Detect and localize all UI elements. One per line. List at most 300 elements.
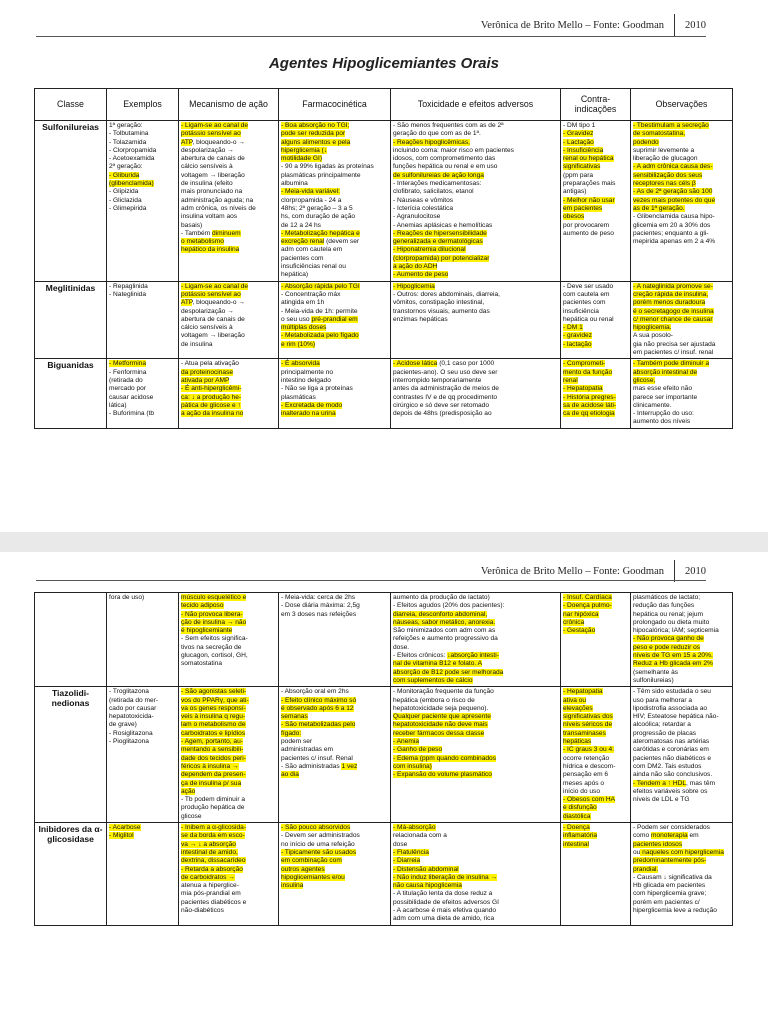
cell-line: [281, 122, 388, 130]
highlighted-text: - Absorção rápida pelo TGI: [281, 282, 360, 290]
highlighted-text: carboidratos e lipídios: [181, 729, 246, 737]
cell-line: [281, 238, 388, 246]
cell-line: [281, 874, 388, 882]
cell-line: [393, 246, 558, 254]
cell-line: [281, 857, 388, 865]
cell-line: pacientes-ano). O seu uso deve ser: [393, 368, 498, 376]
cell-line: [181, 394, 276, 402]
cell-line: relacionada com a: [393, 832, 447, 840]
table-cell: [107, 687, 179, 823]
cell-line: - Icterícia colestática: [393, 204, 454, 212]
cell-line: [633, 130, 730, 138]
cell-line: pensação em 6: [563, 771, 609, 779]
cell-line: mercado por: [109, 385, 147, 393]
cell-line: [633, 841, 730, 849]
cell-line: - Interações medicamentosas:: [393, 180, 482, 188]
cell-line: pacientes c/ insuf. Renal: [281, 754, 353, 762]
cell-line: [563, 721, 628, 729]
cell-line: [181, 746, 276, 754]
cell-line: - Efeitos agudos (20% dos pacientes):: [393, 602, 505, 610]
highlighted-text: de carboidratos →: [181, 873, 235, 881]
highlighted-text: - Aumento de peso: [393, 271, 449, 279]
header-divider: [674, 14, 675, 36]
cell-line: [563, 369, 628, 377]
highlighted-text: ATP: [181, 138, 193, 146]
highlighted-text: significativas: [563, 163, 601, 171]
highlighted-text: va os genes responsí-: [181, 704, 246, 712]
highlighted-text: - Reações hipoglicêmicas,: [393, 138, 470, 146]
drug-class-name: Tiazolidi-nedionas: [35, 687, 107, 823]
cell-line: - 90 a 99% ligadas às proteínas: [281, 163, 374, 171]
cell-line: - A acarbose é mais efetiva quando: [393, 906, 497, 914]
cell-line: níveis de LDL e TG: [633, 796, 690, 804]
cell-line: [281, 139, 388, 147]
cell-line: ateromatosas nas artérias: [633, 738, 710, 746]
table-cell: [279, 281, 391, 359]
cell-line: [633, 849, 730, 857]
cell-line: mas esse efeito não: [633, 385, 693, 393]
highlighted-text: potássio sensível ao: [181, 290, 241, 298]
highlighted-text: fígado:: [281, 729, 302, 737]
highlighted-text: - Hepatopatia: [563, 688, 603, 696]
cell-line: hepática): [281, 271, 309, 279]
cell-line: [563, 688, 628, 696]
cell-line: [563, 813, 628, 821]
highlighted-text: - Distensão abdominal: [393, 865, 459, 873]
highlighted-text: insulina: [281, 882, 304, 890]
cell-line: [563, 738, 628, 746]
cell-line: [281, 230, 388, 238]
cell-line: [181, 688, 276, 696]
table-cell: [179, 593, 279, 687]
highlighted-text: - São agonistas seleti-: [181, 688, 247, 696]
cell-line: [393, 172, 558, 180]
highlighted-text: - Retarda a absorção: [181, 865, 243, 873]
highlighted-text: creção rápida de insulina,: [633, 290, 709, 298]
cell-line: - Glimepirida: [109, 204, 147, 212]
highlighted-text: generalizada e dermatológicas: [393, 238, 483, 246]
highlighted-text: - lactação: [563, 340, 592, 348]
cell-line: - Gliclazida: [109, 196, 142, 204]
cell-line: [281, 360, 388, 368]
cell-line: [181, 857, 276, 865]
cell-line: [563, 697, 628, 705]
cell-line: [563, 139, 628, 147]
highlighted-text: - Hepatopatia: [563, 385, 603, 393]
cell-line: em pacientes c/ insuf. renal: [633, 349, 714, 357]
cell-line: [633, 299, 730, 307]
cell-line: - Dose diária máxima: 2,5g: [281, 602, 360, 610]
highlighted-text: diminuem: [212, 229, 241, 237]
cell-line: [281, 402, 388, 410]
cell-line: [281, 882, 388, 890]
cell-line: [563, 332, 628, 340]
table-row: [35, 359, 733, 428]
cell-line: [633, 324, 730, 332]
col-header-mecanismo: Mecanismo de ação: [179, 89, 279, 121]
cell-line: [393, 255, 558, 263]
cell-line: funções hepática ou renal e em uso: [393, 163, 498, 171]
highlighted-text: lam o metabolismo de: [181, 721, 246, 729]
cell-line: hs, com duração de ação: [281, 213, 356, 221]
highlighted-text: - Miglitol: [109, 832, 134, 840]
highlighted-text: tecido adiposo: [181, 602, 224, 610]
cell-line: [563, 713, 628, 721]
cell-line: [181, 866, 276, 874]
highlighted-text: músculo esquelético e: [181, 594, 247, 601]
cell-line: adm com cautela em: [281, 246, 343, 254]
cell-line: antigas): [563, 188, 587, 196]
cell-line: administração aguda; na: [181, 196, 254, 204]
cell-line: [181, 377, 276, 385]
cell-line: [181, 410, 276, 418]
cell-line: cálcio sensíveis à: [181, 324, 233, 332]
table-cell: [179, 823, 279, 926]
highlighted-text: - É absorvida: [281, 360, 320, 368]
cell-line: - Devem ser administrados: [281, 832, 360, 840]
cell-line: [181, 611, 276, 619]
cell-line: - Causam ↓ significativa da: [633, 873, 712, 881]
highlighted-text: - Anemia: [393, 738, 420, 746]
highlighted-text: hepáticas: [563, 738, 592, 746]
cell-line: mepirida apenas em 2 a 4%: [633, 238, 716, 246]
cell-line: despolarização →: [181, 146, 234, 154]
cell-line: plasmáticas principalmente albumina: [281, 171, 361, 188]
highlighted-text: ATP: [181, 299, 193, 307]
cell-line: [281, 332, 388, 340]
cell-line: [181, 402, 276, 410]
cell-line: [181, 849, 276, 857]
cell-line: vômitos, constipação intestinal,: [393, 299, 485, 307]
table-cell: [279, 359, 391, 428]
cell-line: [181, 780, 276, 788]
cell-line: - Pioglitazona: [109, 738, 149, 746]
cell-line: - Interrupção do uso:: [633, 410, 694, 418]
table-cell: [107, 281, 179, 359]
cell-line: plasmáticos de lactato;: [633, 594, 701, 601]
cell-line: incluindo coma: maior risco em pacientes: [393, 146, 514, 154]
cell-line: insulina voltam aos: [181, 213, 238, 221]
highlighted-text: nal de vitamina B12 e folato. A: [393, 660, 483, 668]
table-cell: [279, 687, 391, 823]
cell-line: hepatotoxicida-: [109, 713, 154, 721]
cell-line: [281, 849, 388, 857]
cell-line: [393, 874, 558, 882]
highlighted-text: - Ligam-se ao canal de: [181, 122, 249, 129]
cell-line: alcoólica; retardar a: [633, 721, 691, 729]
text-run: - Também: [181, 229, 213, 237]
highlighted-text: outros agentes: [281, 865, 325, 873]
highlighted-text: féricos à insulina →: [181, 762, 239, 770]
highlighted-text: crônica: [563, 618, 585, 626]
cell-line: - Anemias aplásicas e hemolíticas: [393, 221, 493, 229]
cell-line: tivos na secreção de: [181, 643, 242, 651]
col-header-farmacocinetica: Farmacocinética: [279, 89, 391, 121]
cell-line: [181, 705, 276, 713]
cell-line: clinicamente.: [633, 401, 672, 409]
table-cell: [561, 687, 631, 823]
cell-line: [181, 763, 276, 771]
highlighted-text: - São pouco absorvidos: [281, 824, 351, 832]
cell-line: [563, 611, 628, 619]
cell-line: em 3 doses nas refeições: [281, 610, 357, 618]
highlighted-text: em pacientes: [563, 204, 603, 212]
cell-line: geração do que com as de 1ª.: [393, 130, 481, 138]
highlighted-text: é observado após 6 a 12: [281, 704, 354, 712]
cell-line: [563, 324, 628, 332]
cell-line: [563, 402, 628, 410]
document-page-2: [0, 552, 768, 1024]
highlighted-text: - É anti-hiperglicêmi-: [181, 385, 242, 393]
highlighted-text: a ação do ADH: [393, 263, 438, 271]
highlighted-text: hepatotoxicidade não deve mais: [393, 721, 488, 729]
highlighted-text: ação: [181, 787, 196, 795]
cell-line: pacientes com: [281, 254, 324, 262]
highlighted-text: intestinal de amido,: [181, 848, 238, 856]
cell-line: adm com uma dieta de amido, rica: [393, 915, 495, 923]
cell-line: [181, 230, 276, 238]
cell-line: enzimas hepáticas: [393, 315, 448, 323]
cell-line: meses após o: [563, 779, 605, 787]
cell-line: [181, 824, 276, 832]
cell-line: contrastes IV e de qq procedimento: [393, 393, 498, 401]
cell-line: [393, 660, 558, 668]
cell-line: glucagon, cortisol, GH,: [181, 652, 248, 660]
cell-line: [563, 205, 628, 213]
cell-line: [181, 874, 276, 882]
highlighted-text: - Não provoca libera-: [181, 610, 243, 618]
highlighted-text: não causa hipoglicemia: [393, 882, 462, 890]
cell-line: hepática ou renal; jejum: [633, 610, 704, 618]
highlighted-text: de somatostatina,: [633, 130, 686, 138]
highlighted-text: a ação da insulina no: [181, 410, 244, 418]
cell-line: HIV; Esteatose hepática não-: [633, 713, 719, 721]
cell-line: causar acidose: [109, 393, 154, 401]
highlighted-text: ção de insulina → não: [181, 618, 247, 626]
highlighted-text: - Efeito clínico máximo só: [281, 696, 357, 704]
cell-line: progressão de placas: [633, 729, 697, 737]
highlighted-text: inalterado na urina: [281, 410, 336, 418]
cell-line: porém em pacientes c/: [633, 898, 700, 906]
drug-class-name: [35, 593, 107, 687]
table-cell: [107, 823, 179, 926]
highlighted-text: motilidade GI): [281, 155, 323, 163]
cell-line: [393, 763, 558, 771]
cell-line: adm crônica, os níveis de: [181, 204, 256, 212]
table-cell: [179, 687, 279, 823]
cell-line: [393, 360, 558, 368]
highlighted-text: é o secretagogo de insulina: [633, 307, 714, 315]
cell-line: [393, 230, 558, 238]
cell-line: [563, 155, 628, 163]
text-run: em: [687, 832, 699, 840]
highlighted-text: níveis de TG em 15 a 20%.: [633, 652, 713, 660]
cell-line: - Repaglinida: [109, 282, 148, 290]
cell-line: [563, 841, 628, 849]
cell-line: pacientes com: [563, 299, 606, 307]
cell-line: [563, 163, 628, 171]
table-row: [35, 593, 733, 687]
cell-line: mais pronunciado na: [181, 188, 243, 196]
cell-line: abertura de canais de: [181, 155, 245, 163]
cell-line: [181, 139, 276, 147]
highlighted-text: as de 1ª geração.: [633, 204, 685, 212]
cell-line: [393, 746, 558, 754]
highlighted-text: mentando a sensibili-: [181, 746, 244, 754]
highlighted-text: (clorpropamida) por potencializar: [393, 254, 490, 262]
highlighted-text: predominantemente pós-: [633, 857, 707, 865]
cell-line: principalmente no: [281, 368, 334, 376]
cell-line: [181, 788, 276, 796]
highlighted-text: absorção de B12 pode ser melhorada: [393, 668, 504, 676]
highlighted-text: - Lactação: [563, 138, 594, 146]
highlighted-text: - Acarbose: [109, 824, 141, 832]
highlighted-text: transaminases: [563, 729, 606, 737]
cell-line: atenua a hiperglice-: [181, 882, 239, 890]
highlighted-text: o metabolismo: [181, 238, 224, 246]
highlighted-text: - Inibem a α-glicosida-: [181, 824, 247, 832]
cell-line: - Tb podem diminuir a: [181, 796, 246, 804]
text-run: (devem ser: [324, 238, 360, 246]
cell-line: [109, 360, 176, 368]
cell-line: [393, 866, 558, 874]
table-header-row: [35, 89, 733, 121]
table-cell: [279, 593, 391, 687]
cell-line: [181, 832, 276, 840]
header-author: Verônica de Brito Mello – Fonte: Goodman: [480, 565, 664, 577]
cell-line: [633, 291, 730, 299]
cell-line: antes da administração de meios de: [393, 385, 499, 393]
cell-line: - Glibenclamida causa hipo-: [633, 213, 715, 221]
cell-line: [181, 246, 276, 254]
highlighted-text: podendo: [633, 138, 659, 146]
cell-line: [393, 238, 558, 246]
cell-line: [633, 660, 730, 668]
cell-line: fora de uso): [109, 594, 145, 601]
highlighted-text: obesos: [563, 213, 585, 221]
highlighted-text: da proteinocinase: [181, 368, 234, 376]
highlighted-text: intestinal: [563, 840, 590, 848]
page-header: [481, 14, 706, 36]
cell-line: [563, 197, 628, 205]
cell-line: carótidas e coronárias em: [633, 746, 709, 754]
highlighted-text: - Expansão do volume plasmático: [393, 771, 492, 779]
highlighted-text: receptores nas céls β: [633, 180, 696, 188]
cell-line: [563, 619, 628, 627]
cell-line: [393, 849, 558, 857]
highlighted-text: - Insuf. Cardíaca: [563, 594, 612, 601]
cell-line: - São menos frequentes com as de 2ª: [393, 122, 504, 129]
cell-line: [633, 283, 730, 291]
cell-line: [181, 627, 276, 635]
cell-line: A sua posolo-: [633, 332, 673, 340]
highlighted-text: - Não provoca ganho de: [633, 635, 704, 643]
highlighted-text: ca de qq etiologia: [563, 410, 615, 418]
cell-line: [393, 730, 558, 738]
cell-line: [281, 705, 388, 713]
cell-line: [181, 697, 276, 705]
cell-line: - Absorção oral em 2hs: [281, 688, 349, 696]
cell-line: - Acetoexamida: [109, 155, 155, 163]
highlighted-text: hepático da insulina: [181, 246, 240, 254]
header-author: Verônica de Brito Mello – Fonte: Goodman: [480, 19, 664, 31]
cell-line: [633, 139, 730, 147]
table-cell: [561, 121, 631, 282]
text-run: ou: [633, 848, 641, 856]
cell-line: [563, 824, 628, 832]
highlighted-text: - Doença pulmo-: [563, 602, 612, 610]
table-cell: [561, 281, 631, 359]
cell-line: aumento de peso: [563, 229, 614, 237]
cell-line: [181, 299, 276, 307]
cell-line: [181, 755, 276, 763]
header-year: 2010: [685, 565, 706, 577]
col-header-exemplos: Exemplos: [107, 89, 179, 121]
cell-line: [563, 394, 628, 402]
highlighted-text: - Hiponatremia dilucional: [393, 246, 466, 254]
cell-line: cirúrgico e só deve ser retomado: [393, 401, 490, 409]
highlighted-text: - Má-absorção: [393, 824, 436, 832]
highlighted-text: inflamatória: [563, 832, 598, 840]
cell-line: liberação de glucagon: [633, 155, 698, 163]
cell-line: suprimir levemente a: [633, 146, 695, 154]
cell-line: [563, 213, 628, 221]
highlighted-text: - Não induz liberação de insulina →: [393, 873, 498, 881]
cell-line: glicemia em 20 a 30% dos: [633, 221, 711, 229]
highlighted-text: - Flatulência: [393, 848, 429, 856]
cell-line: [109, 172, 176, 180]
highlighted-text: náuseas, sabor metálico, anorexia.: [393, 618, 496, 626]
cell-line: abertura de canais de: [181, 315, 245, 323]
highlighted-text: peso e pode reduzir os: [633, 643, 701, 651]
highlighted-text: renal ou hepática: [563, 155, 614, 163]
highlighted-text: - Metabolização hepática e: [281, 229, 360, 237]
highlighted-text: - Gestação: [563, 627, 596, 635]
cell-line: somatostatina: [181, 660, 223, 668]
highlighted-text: porém menos duradoura: [633, 299, 706, 307]
text-run: (0,1 caso por 1000: [437, 360, 495, 368]
cell-line: de insulina (efeito: [181, 180, 233, 188]
cell-line: [281, 771, 388, 779]
highlighted-text: - Ligam-se ao canal de: [181, 282, 249, 290]
cell-line: [633, 316, 730, 324]
cell-line: [393, 738, 558, 746]
cell-line: prolongado ou dieta muito: [633, 618, 710, 626]
table-cell: [631, 359, 733, 428]
cell-line: [633, 369, 730, 377]
highlighted-text: naqueles com hiperglicemia: [640, 848, 724, 856]
cell-line: [563, 377, 628, 385]
cell-line: - Agranulocitose: [393, 213, 441, 221]
cell-line: [563, 147, 628, 155]
cell-line: no início de uma refeição: [281, 840, 355, 848]
cell-line: de grave): [109, 721, 137, 729]
cell-line: pacientes não diabéticos e: [633, 754, 712, 762]
cell-line: aumento dos níveis: [633, 418, 691, 426]
cell-line: [393, 882, 558, 890]
cell-line: [281, 730, 388, 738]
header-rule: [36, 580, 706, 581]
highlighted-text: - Gravidez: [563, 130, 594, 138]
cell-line: pacientes diabéticos e: [181, 898, 247, 906]
cell-line: (ppm para: [563, 171, 594, 179]
highlighted-text: renal: [563, 376, 578, 384]
cell-line: [181, 602, 276, 610]
highlighted-text: 100: [701, 188, 713, 196]
highlighted-text: potássio sensível ao: [181, 130, 241, 138]
highlighted-text: - Reações de hipersensibilidade: [393, 229, 487, 237]
cell-line: atingida em 1h: [281, 299, 325, 307]
